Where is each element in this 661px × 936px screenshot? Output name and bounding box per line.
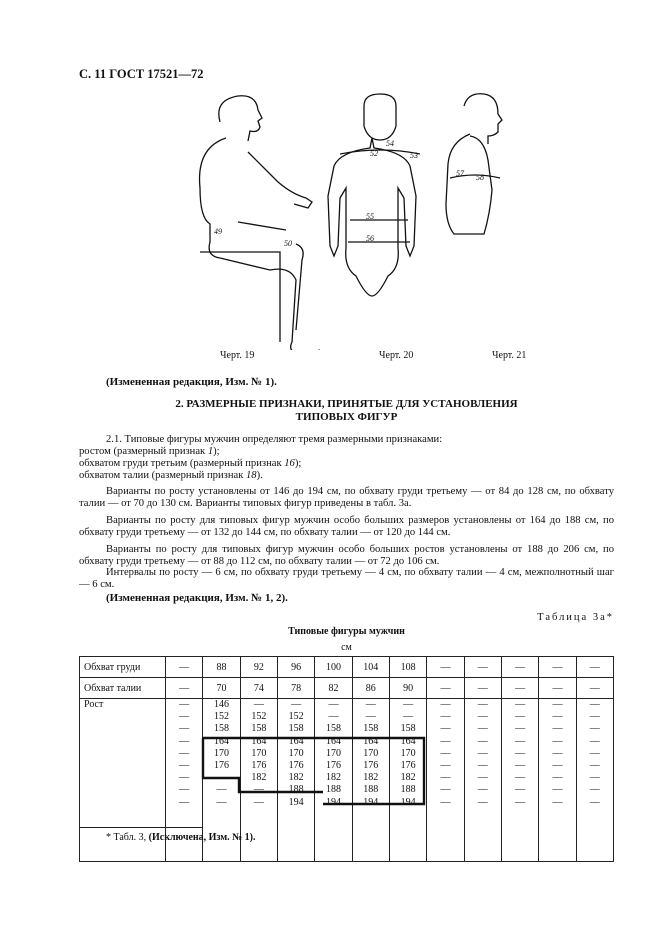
table-label: Таблица 3а* [537, 612, 614, 623]
height-value: — [589, 772, 600, 784]
height-value: — [477, 747, 488, 759]
height-value: — [179, 796, 190, 808]
height-value: — [403, 699, 414, 710]
height-value: — [515, 735, 526, 747]
height-value: 170 [213, 747, 229, 759]
cell-chest: — [166, 657, 203, 678]
height-value: — [515, 747, 526, 759]
height-value: 188 [288, 784, 304, 796]
table-row-chest [80, 657, 614, 678]
height-value: — [403, 711, 414, 723]
height-value: — [216, 772, 227, 784]
cell-waist: — [501, 678, 538, 699]
label-49: 49 [214, 227, 222, 236]
height-value: — [179, 723, 190, 735]
cell-height-column [539, 699, 576, 862]
height-value: 170 [363, 747, 379, 759]
table-row-waist [80, 678, 614, 699]
paragraph-tall-sizes: Варианты по росту для типовых фигур мужчин особо больших ростов установлены от 188 до 206 см, по обхвату груди третьему — от 88 до 112 см, по обхвату талии — от 72 до 106 см. [79, 544, 614, 568]
height-value: — [589, 699, 600, 710]
height-value: — [552, 723, 563, 735]
feature-waist: обхватом талии (размерный признак 18). [79, 470, 263, 481]
height-value: 188 [400, 784, 416, 796]
height-value: — [216, 784, 227, 796]
height-value: 152 [251, 711, 267, 723]
height-value: 176 [288, 759, 304, 771]
height-value: 164 [400, 735, 416, 747]
height-value: — [515, 699, 526, 710]
height-value: — [515, 759, 526, 771]
section-title-line1: 2. РАЗМЕРНЫЕ ПРИЗНАКИ, ПРИНЯТЫЕ ДЛЯ УСТАНОВЛЕНИЯ [175, 398, 518, 410]
height-value: — [589, 735, 600, 747]
cell-waist: 82 [315, 678, 352, 699]
cell-chest: — [464, 657, 501, 678]
section-title [79, 398, 614, 424]
height-value: — [440, 747, 451, 759]
height-value: 170 [288, 747, 304, 759]
height-value: 164 [213, 735, 229, 747]
height-value: — [440, 735, 451, 747]
height-value: 164 [288, 735, 304, 747]
label-57: 57 [456, 169, 464, 178]
height-value: 158 [288, 723, 304, 735]
cell-chest: 96 [277, 657, 314, 678]
page-header: С. 11 ГОСТ 17521—72 [79, 67, 204, 81]
cell-waist: — [539, 678, 576, 699]
cell-height-column [389, 699, 426, 862]
height-value: — [552, 784, 563, 796]
height-value: 182 [325, 772, 341, 784]
cell-waist: — [166, 678, 203, 699]
seated-figure-drawing [200, 96, 320, 350]
height-value: 170 [325, 747, 341, 759]
height-value: — [515, 723, 526, 735]
cell-height-column [464, 699, 501, 862]
height-value: — [179, 759, 190, 771]
height-value: — [552, 699, 563, 710]
height-value: — [589, 723, 600, 735]
row-label-height: Рост [80, 699, 166, 862]
paragraph-variants: Варианты по росту установлены от 146 до 194 см, по обхвату груди третьему — от 84 до 128 см, по обхвату талии — от 70 до 130 см. Варианты типовых фигур приведены в табл. 3а. [79, 486, 614, 510]
height-value: — [477, 759, 488, 771]
row-label-chest: Обхват груди [80, 657, 166, 678]
cell-waist: 86 [352, 678, 389, 699]
height-value: — [179, 784, 190, 796]
height-value: — [515, 784, 526, 796]
height-value: 152 [213, 711, 229, 723]
height-value: 182 [363, 772, 379, 784]
label-58: 58 [476, 173, 484, 182]
height-value: — [328, 711, 339, 723]
height-value: — [477, 699, 488, 710]
height-value: 152 [288, 711, 304, 723]
label-52: 52 [370, 149, 378, 158]
height-value: 182 [400, 772, 416, 784]
cell-chest: 104 [352, 657, 389, 678]
height-value: 176 [213, 759, 229, 771]
height-value: — [253, 784, 264, 796]
height-value: — [291, 699, 302, 710]
height-value: — [552, 759, 563, 771]
height-value: — [515, 711, 526, 723]
height-value: — [440, 796, 451, 808]
height-value: — [216, 796, 227, 808]
height-value: — [179, 747, 190, 759]
height-value: 188 [363, 784, 379, 796]
height-value: — [552, 796, 563, 808]
cell-chest: — [539, 657, 576, 678]
label-53: 53 [410, 151, 418, 160]
height-value: 158 [325, 723, 341, 735]
cell-chest: 100 [315, 657, 352, 678]
height-value: — [253, 699, 264, 710]
height-value: 164 [325, 735, 341, 747]
height-value: — [589, 796, 600, 808]
height-value: 158 [251, 723, 267, 735]
height-value: 164 [251, 735, 267, 747]
height-value: — [365, 711, 376, 723]
height-value: — [440, 772, 451, 784]
height-value: — [552, 772, 563, 784]
height-value: — [552, 711, 563, 723]
height-value: — [253, 796, 264, 808]
caption-fig19: Черт. 19 [220, 350, 255, 361]
footnote: * Табл. 3, (Исключена, Изм. № 1). [106, 832, 256, 843]
cell-chest: 92 [240, 657, 277, 678]
height-value: — [179, 772, 190, 784]
table-title: Типовые фигуры мужчин [288, 626, 405, 637]
height-value: — [328, 699, 339, 710]
body-measurement-drawings [180, 92, 540, 350]
cell-height-column [352, 699, 389, 862]
height-value: 158 [400, 723, 416, 735]
height-value: 182 [251, 772, 267, 784]
cell-height-column [277, 699, 314, 862]
height-value: — [589, 747, 600, 759]
height-value: — [440, 784, 451, 796]
cell-height-column [501, 699, 538, 862]
label-55: 55 [366, 212, 374, 221]
height-value: 194 [288, 796, 304, 808]
height-value: 170 [400, 747, 416, 759]
height-value: — [515, 796, 526, 808]
caption-fig20: Черт. 20 [379, 350, 414, 361]
cell-waist: 90 [389, 678, 426, 699]
cell-height-column [315, 699, 352, 862]
height-value: 164 [363, 735, 379, 747]
paragraph-2-1: 2.1. Типовые фигуры мужчин определяют тремя размерными признаками: [106, 434, 443, 445]
paragraph-large-sizes: Варианты по росту для типовых фигур мужчин особо больших размеров установлены от 164 до 188 см, по обхвату груди третьему — от 132 до 144 см, по обхвату талии — от 120 до 144 см. [79, 515, 614, 539]
cell-height-column [576, 699, 613, 862]
label-54: 54 [386, 139, 394, 148]
height-value: — [440, 699, 451, 710]
height-value: 158 [363, 723, 379, 735]
height-value: — [179, 699, 190, 710]
height-value: — [477, 735, 488, 747]
height-value: — [515, 772, 526, 784]
feature-chest: обхватом груди третьим (размерный признак 16); [79, 458, 302, 469]
height-value: 194 [363, 796, 379, 808]
cell-waist: 74 [240, 678, 277, 699]
height-value: 194 [325, 796, 341, 808]
height-value: — [365, 699, 376, 710]
height-value: — [477, 784, 488, 796]
cell-chest: — [501, 657, 538, 678]
cell-chest: — [427, 657, 464, 678]
side-figure-drawing [446, 94, 502, 234]
section-title-line2: ТИПОВЫХ ФИГУР [295, 411, 398, 423]
height-value: — [589, 711, 600, 723]
height-value: — [179, 711, 190, 723]
height-value: 158 [213, 723, 229, 735]
caption-fig21: Черт. 21 [492, 350, 527, 361]
front-figure-drawing [328, 94, 420, 296]
height-value: 188 [325, 784, 341, 796]
height-value: — [477, 723, 488, 735]
feature-height: ростом (размерный признак 1); [79, 446, 220, 457]
height-value: 176 [251, 759, 267, 771]
cell-waist: 70 [203, 678, 240, 699]
height-value: 194 [400, 796, 416, 808]
label-56: 56 [366, 234, 374, 243]
height-value: — [440, 759, 451, 771]
height-value: — [179, 735, 190, 747]
height-value: — [477, 711, 488, 723]
table-units: см [341, 642, 352, 653]
height-value: — [589, 759, 600, 771]
height-value: — [440, 711, 451, 723]
height-value: 146 [213, 699, 229, 710]
height-value: 182 [288, 772, 304, 784]
amendment-note-2: (Измененная редакция, Изм. № 1, 2). [106, 592, 288, 604]
cell-chest: 108 [389, 657, 426, 678]
height-value: — [477, 772, 488, 784]
height-value: 176 [363, 759, 379, 771]
label-50: 50 [284, 239, 292, 248]
cell-chest: — [576, 657, 613, 678]
height-value: 176 [400, 759, 416, 771]
height-value: — [552, 735, 563, 747]
cell-waist: 78 [277, 678, 314, 699]
cell-height-column [427, 699, 464, 862]
cell-waist: — [576, 678, 613, 699]
row-label-waist: Обхват талии [80, 678, 166, 699]
height-value: — [477, 796, 488, 808]
cell-chest: 88 [203, 657, 240, 678]
height-value: — [440, 723, 451, 735]
height-value: 170 [251, 747, 267, 759]
amendment-note-1: (Измененная редакция, Изм. № 1). [106, 376, 277, 388]
cell-waist: — [427, 678, 464, 699]
footnote-rule [79, 827, 203, 828]
height-value: — [552, 747, 563, 759]
cell-waist: — [464, 678, 501, 699]
height-value: — [589, 784, 600, 796]
height-value: 176 [325, 759, 341, 771]
paragraph-intervals: Интервалы по росту — 6 см, по обхвату груди третьему — 4 см, по обхвату талии — 4 см, межполнотный шаг — 6 см. [79, 567, 614, 591]
